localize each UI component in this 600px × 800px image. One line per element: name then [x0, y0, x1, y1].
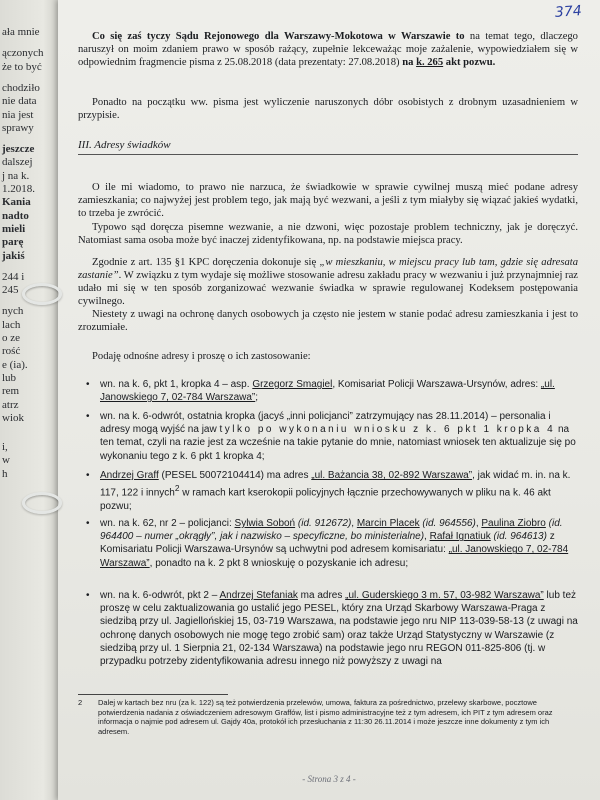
spaced-emphasis: tylko po wykonaniu wniosku z k. 6 pkt 1 kropka 4: [219, 424, 556, 436]
previous-page-text-fragment: wiok: [2, 411, 24, 424]
paragraph-address-intro: Podaję odnośne adresy i proszę o ich zastosowanie:: [92, 351, 311, 362]
paragraph-law-addresses: O ile mi wiadomo, to prawo nie narzuca, że świadkowie w sprawie cywilnej muszą mieć podane adresy zamieszkania; co najwyżej jest problem tego, jak mają być wezwani, a jeśli z tym miałyby się wiązać jakieś wydatki, to trzeba je zwrócić.: [78, 182, 578, 219]
previous-page-text-fragment: nych: [2, 305, 24, 318]
previous-page-text-fragment: o ze: [2, 332, 21, 344]
page-footer: - Strona 3 z 4 -: [302, 774, 356, 784]
previous-page-text-fragment: lub: [2, 371, 17, 384]
previous-page-text-fragment: parę: [2, 236, 24, 249]
list-text: wn. na k. 6-odwrót, ostatnia kropka (jacyś „inni policjanci” zatrzymujący nas 28.11.2014) – personalia i adresy mogą wyjść na jaw: [100, 411, 551, 436]
paragraph-art-135: [78, 256, 578, 308]
list-text: , Komisariat Policji Warszawa-Ursynów, adres:: [332, 379, 541, 390]
witness-name: Sylwia Soboń: [234, 518, 296, 529]
previous-page-text-fragment: nadto: [2, 209, 29, 222]
list-text: w ramach kart kserokopii policyjnych łącznie przechowywanych w pliku na k. 46 akt pozwu;: [100, 487, 551, 512]
previous-page-text-fragment: e (ia).: [2, 358, 28, 371]
list-item: [86, 589, 578, 668]
footnote-text: Dalej w kartach bez nru (za k. 122) są też potwierdzenia przelewów, umowa, faktura za pośrednictwo, przelewy skarbowe, pocztowe potwierdzenia nadania z oświadczeniem adresowym Graffów, list i pismo administracyjne też z tym adresem, ich PIT z tym adresem oraz informacja o najmie pod adresem ul. Gajdy 40a, protokół ich przesłuchania z 11:30 26.11.2014 i może jeszcze inne dokumenty z tym ich adresem.: [98, 698, 553, 736]
list-text: , ponadto na k. 2 pkt 8 wnioskuję o pozyskanie ich adresu;: [149, 557, 409, 569]
list-text: , jak widać m. in. na k. 117, 122 i innych: [100, 470, 571, 499]
footnote-number: 2: [78, 698, 83, 707]
previous-page-text-fragment: h: [2, 467, 8, 480]
witness-name: Rafał Ignatiuk: [429, 531, 491, 543]
previous-page-text-fragment: jeszcze: [2, 143, 35, 156]
previous-page-text-fragment: jakiś: [2, 249, 25, 262]
paragraph-personal-rights: Ponadto na początku ww. pisma jest wyliczenie naruszonych dóbr osobistych z drobnym uzasadnieniem w przypisie.: [78, 97, 578, 121]
list-text: (PESEL 50072104414) ma adres: [158, 470, 312, 481]
list-text: lub też proszę w celu zaktualizowania go ustalić jego PESEL, który zna Urząd Skarbowy Warszawa-Praga z siedzibą przy ul. Jagiellońskiej 15, 03-719 Warszawa, na podstawie jego nru NIP 113-039-58-13 (z uwagi na ochronę danych osobowych nie mogę tego zrobić sam) oraz także Urząd Statystyczny w Warszawie (z siedzibą przy ul. 1 Sierpnia 21, 02-134 Warszawa) na podstawie jego nru REGON 011-825-806 (tj. w przypadku potrzeby zidentyfikowania adresu innego niż powyższy z uwagi na: [100, 590, 578, 668]
section-heading-witness-addresses: III. Adresy świadków: [78, 139, 578, 155]
previous-page-text-fragment: i,: [2, 441, 8, 454]
list-item: [86, 469, 578, 513]
previous-page-edge: [0, 0, 62, 800]
list-text: na ten temat, czyli na razie jest za wcześnie na takie pytanie do mnie, natomiast wniosek ten aktualizuje się po wykonaniu tego z k. 6 pkt 1 kropka 4;: [100, 424, 576, 462]
previous-page-text-fragment: sprawy: [2, 121, 34, 134]
list-item-text: [100, 517, 578, 570]
witness-name: Paulina Ziobro: [481, 518, 546, 529]
list-item: [86, 410, 578, 463]
previous-page-text-fragment: nia jest: [2, 108, 34, 121]
previous-page-text-fragment: Kania: [2, 196, 31, 209]
paragraph-mokotow-court: [78, 30, 578, 69]
paragraph-data-protection: Niestety z uwagi na ochronę danych osobowych ja często nie jestem w stanie podać adresu zamieszkania i jest to zrozumiałe.: [78, 309, 578, 333]
previous-page-text-fragment: ała mnie: [2, 26, 40, 38]
page-reference: k. 265: [416, 57, 444, 68]
quoted-article-text: „w mieszkaniu, w miejscu pracy lub tam, gdzie się adresata zastanie”: [78, 257, 578, 281]
previous-page-text-fragment: ączonych: [2, 47, 44, 60]
document-page: [58, 0, 600, 800]
witness-address: „ul. Bażancia 38, 02-892 Warszawa”: [311, 470, 473, 481]
previous-page-text-fragment: rem: [2, 385, 20, 398]
paragraph-text: na temat tego, dlaczego naruszył on moim zdaniem prawo w sposób rażący, zupełnie lekceważąc moje zażalenie, wypowiedziałem się w odpowiednim fragmencie pisma z 25.08.2018 (data prezentaty: 27.08.2018): [78, 31, 578, 68]
paragraph-text: akt pozwu.: [443, 57, 496, 68]
previous-page-text-fragment: dalszej: [2, 156, 33, 169]
witness-name: Marcin Placek: [356, 518, 420, 529]
witness-address: „ul. Janowskiego 7, 02-784 Warszawa”: [100, 379, 555, 404]
previous-page-text-fragment: j na k.: [2, 169, 30, 182]
previous-page-text-fragment: nie data: [2, 95, 37, 108]
list-text: ,: [424, 531, 430, 543]
previous-page-text-fragment: 245: [2, 284, 19, 297]
witness-id: (id. 964613): [490, 531, 547, 543]
list-text: ,: [351, 518, 357, 529]
witness-name: Andrzej Stefaniak: [219, 590, 298, 601]
bullet-dot-icon: •: [86, 518, 90, 529]
previous-page-text-fragment: 1.2018.: [2, 183, 35, 195]
list-item-text: [100, 410, 578, 463]
binder-ring: [22, 492, 62, 514]
list-text: ,: [475, 518, 482, 529]
previous-page-text-fragment: rość: [2, 345, 21, 358]
witness-name: Grzegorz Smagiel: [252, 379, 333, 390]
previous-page-text-fragment: że to być: [2, 60, 42, 73]
paragraph-delivery-summons: Typowo sąd doręcza pisemne wezwanie, a nie dzwoni, więc pozostaje problem techniczny, jak je doręczyć. Natomiast sama osoba może być inaczej zidentyfikowana, np. na podstawie miejsca pracy.: [78, 222, 578, 246]
list-text: wn. na k. 62, nr 2 – policjanci:: [100, 518, 235, 529]
footnote-divider: [78, 694, 228, 695]
list-text: z Komisariatu Policji Warszawa-Ursynów są uchwytni pod adresem komisariatu:: [100, 531, 555, 556]
paragraph-text: na: [402, 57, 414, 68]
paragraph-text: . W związku z tym wydaje się możliwe stosowanie adresu zakładu pracy w wezwaniu i już przynajmniej raz udało mi się w ten sposób zorganizować wezwanie świadka w sprawie regulowanej Kodeksem postępowania cywilnego.: [78, 270, 578, 307]
previous-page-text-fragment: mieli: [2, 222, 26, 235]
witness-address: „ul. Guderskiego 3 m. 57, 03-982 Warszawa”: [345, 590, 544, 601]
list-text: ;: [255, 392, 259, 404]
witness-address: „ul. Janowskiego 7, 02-784 Warszawa”: [100, 544, 569, 569]
bullet-dot-icon: •: [86, 470, 90, 481]
previous-page-text-fragment: 244 i: [2, 270, 25, 283]
list-item: [86, 378, 578, 404]
footnote: [78, 698, 578, 736]
witness-id: (id. 912672): [295, 518, 352, 529]
handwritten-page-number: 374: [554, 3, 583, 21]
bullet-dot-icon: •: [86, 379, 90, 390]
list-text: wn. na k. 6, pkt 1, kropka 4 – asp.: [100, 379, 253, 390]
list-text: wn. na k. 6-odwrót, pkt 2 –: [100, 590, 220, 601]
list-text: ma adres: [297, 590, 346, 601]
footnote-reference: 2: [174, 483, 180, 494]
previous-page-text-fragment: lach: [2, 318, 21, 331]
previous-page-text-fragment: atrz: [2, 398, 19, 411]
witness-id: (id. 964556): [419, 518, 476, 529]
list-item-text: [100, 589, 578, 668]
binder-ring: [22, 283, 62, 305]
witness-name: Andrzej Graff: [100, 470, 159, 481]
previous-page-text-fragment: w: [2, 454, 10, 467]
paragraph-text: Zgodnie z art. 135 §1 KPC doręczenia dokonuje się: [92, 257, 320, 268]
previous-page-text-fragment: chodziło: [2, 81, 40, 94]
list-item-text: [100, 469, 578, 513]
court-name-bold: Co się zaś tyczy Sądu Rejonowego dla Warszawy-Mokotowa w Warszawie to: [92, 31, 465, 42]
list-item-text: [100, 378, 578, 404]
bullet-dot-icon: •: [86, 590, 90, 601]
witness-id: (id. 964400 – numer „okrągły”, jak i nazwisko – specyficzne, bo ministerialne): [100, 518, 563, 543]
list-item: [86, 517, 578, 570]
bullet-dot-icon: •: [86, 411, 90, 422]
